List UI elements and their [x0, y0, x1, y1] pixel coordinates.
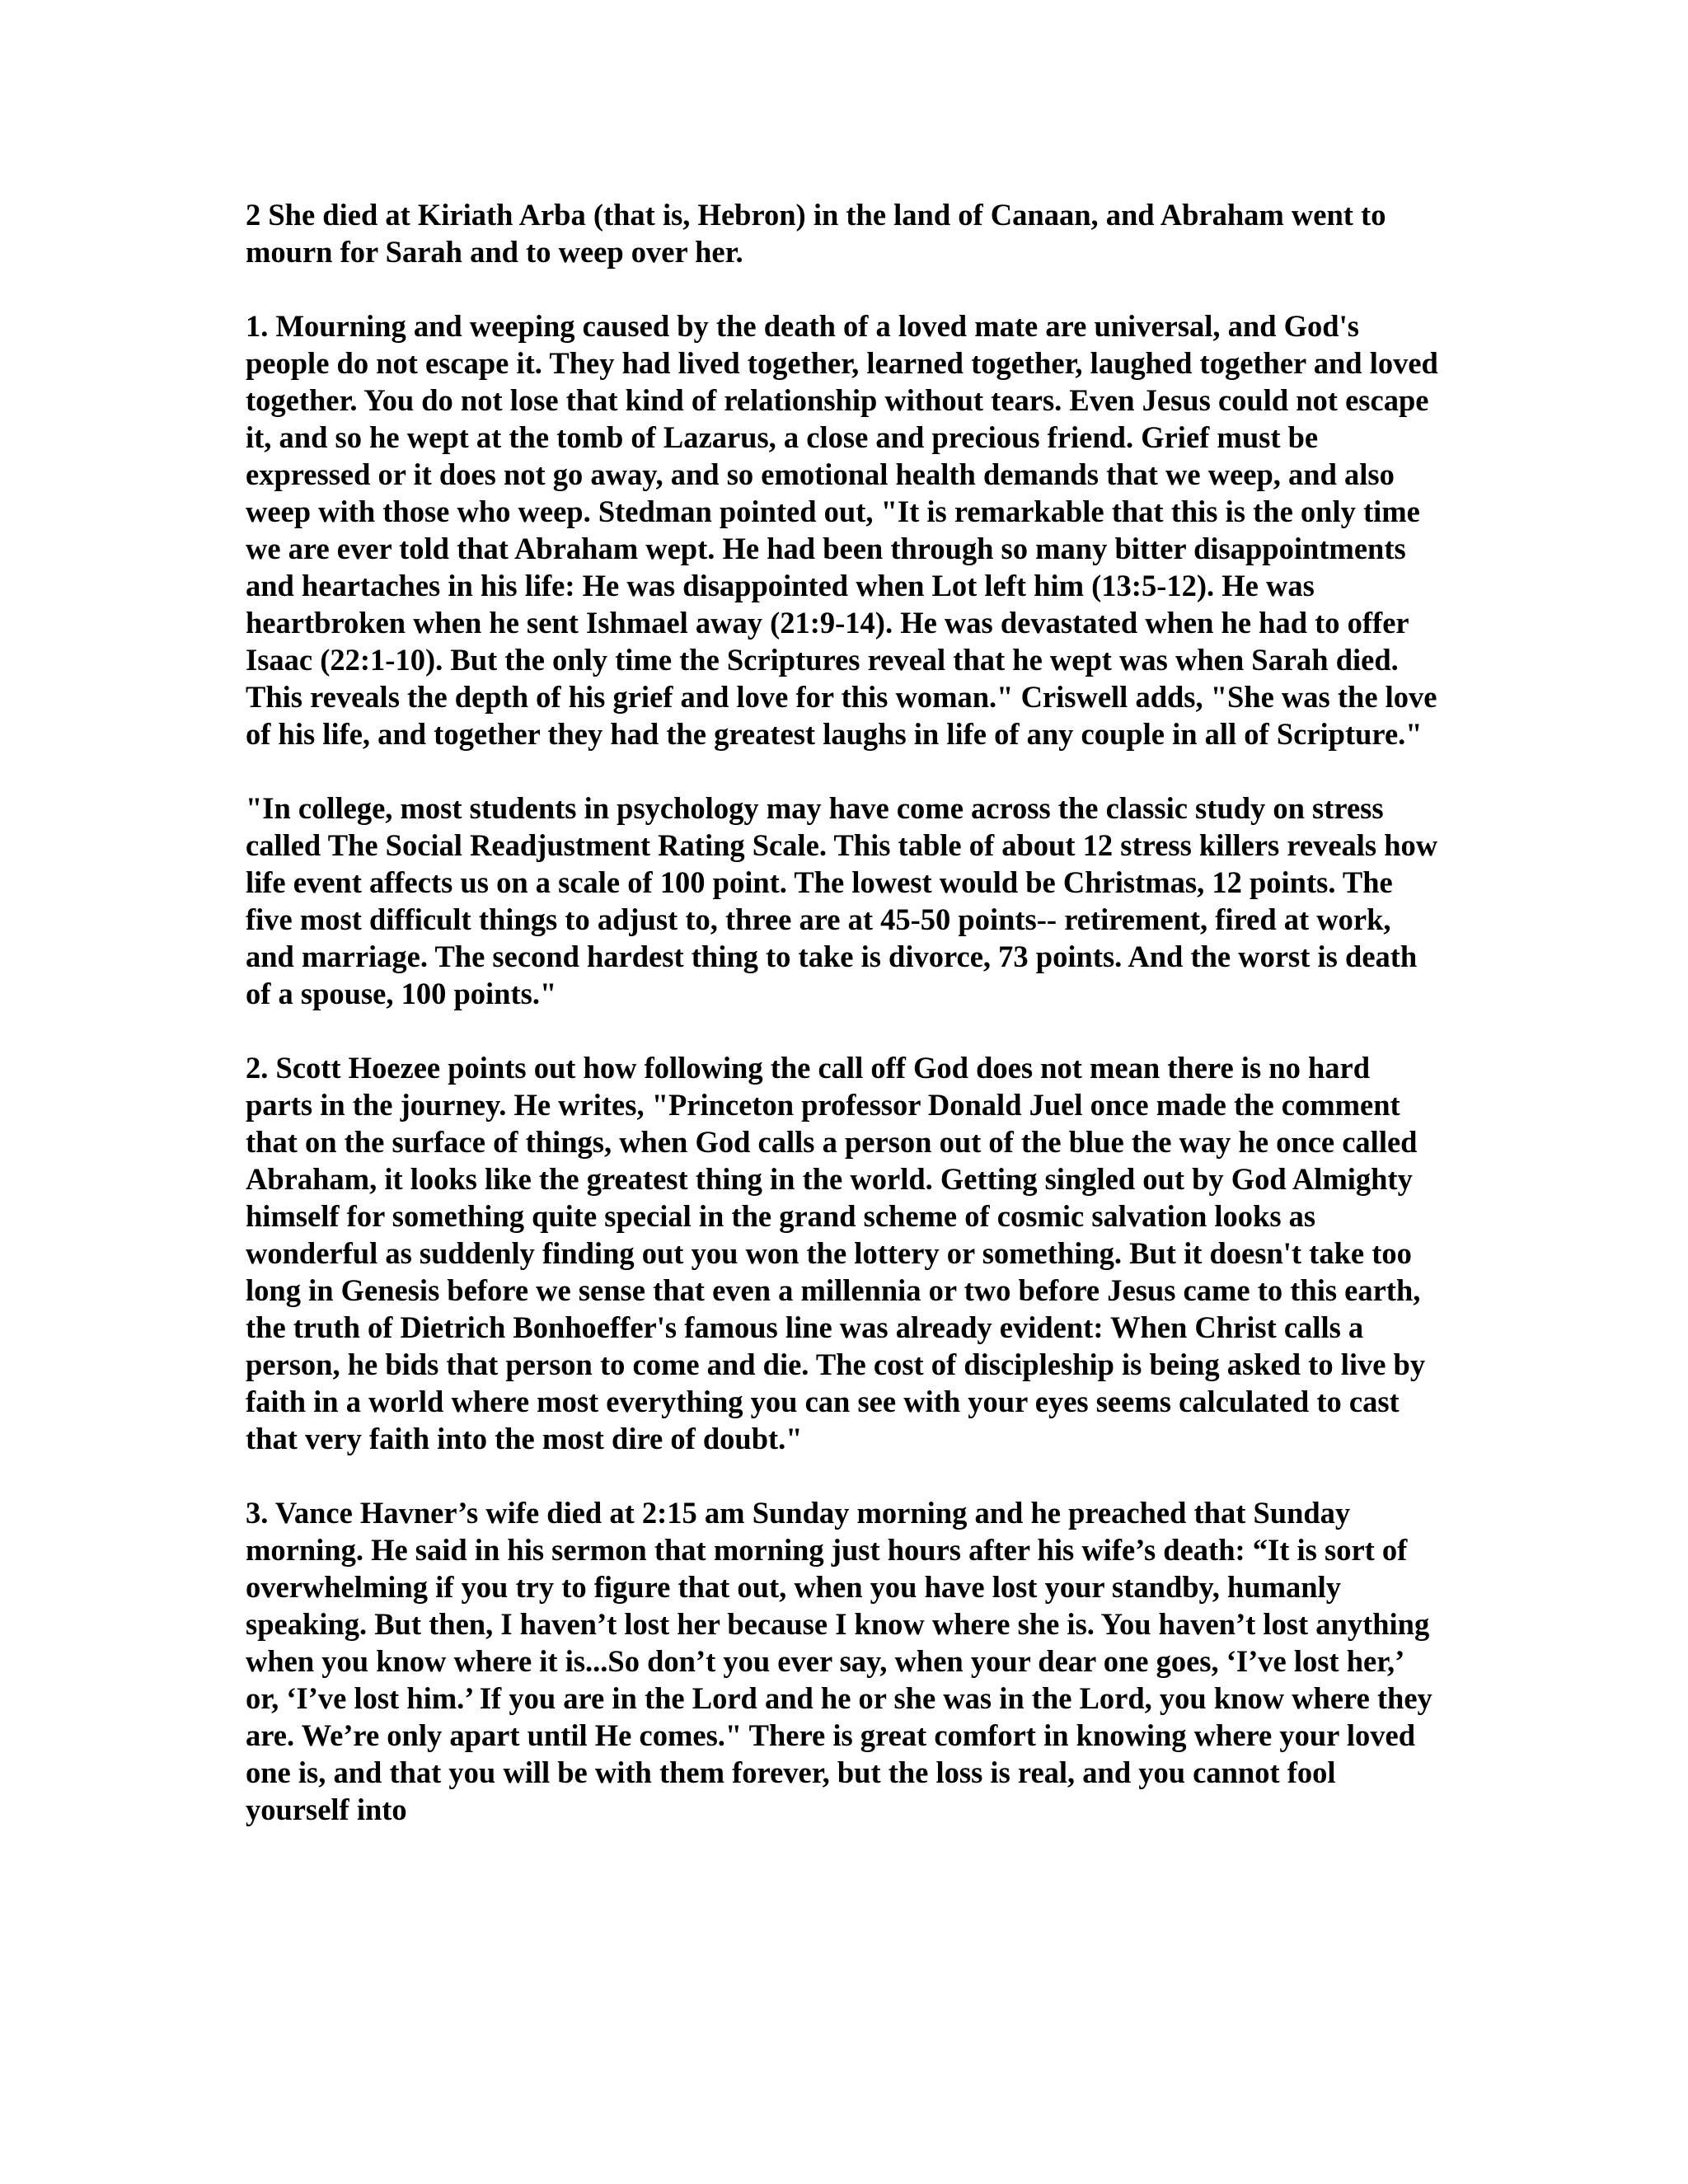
point-1-paragraph: 1. Mourning and weeping caused by the death of a loved mate are universal, and God's people do not escape it. They had lived together, learned together, laughed together and loved together. You do not lose that kind of relationship without tears. Even Jesus could not escape it, and so he wept at the tomb of Lazarus, a close and precious friend. Grief must be expressed or it does not go away, and so emotional health demands that we weep, and also weep with those who weep. Stedman pointed out, "It is remarkable that this is the only time we are ever told that Abraham wept. He had been through so many bitter disappointments and heartaches in his life: He was disappointed when Lot left him (13:5-12). He was heartbroken when he sent Ishmael away (21:9-14). He was devastated when he had to offer Isaac (22:1-10). But the only time the Scriptures reveal that he wept was when Sarah died. This reveals the depth of his grief and love for this woman." Criswell adds, "She was the love of his life, and together they had the greatest laughs in life of any couple in all of Scripture.": [246, 309, 1438, 751]
verse-paragraph: 2 She died at Kiriath Arba (that is, Hebron) in the land of Canaan, and Abraham went to mourn for Sarah and to weep over her.: [246, 198, 1386, 269]
document-body: [246, 196, 1441, 1828]
quote-paragraph: "In college, most students in psychology may have come across the classic study on stress called The Social Readjustment Rating Scale. This table of about 12 stress killers reveals how life event affects us on a scale of 100 point. The lowest would be Christmas, 12 points. The five most difficult things to adjust to, three are at 45-50 points-- retirement, fired at work, and marriage. The second hardest thing to take is divorce, 73 points. And the worst is death of a spouse, 100 points.": [246, 791, 1438, 1010]
point-3-paragraph: 3. Vance Havner’s wife died at 2:15 am Sunday morning and he preached that Sunday morning. He said in his sermon that morning just hours after his wife’s death: “It is sort of overwhelming if you try to figure that out, when you have lost your standby, humanly speaking. But then, I haven’t lost her because I know where she is. You haven’t lost anything when you know where it is...So don’t you ever say, when your dear one goes, ‘I’ve lost her,’ or, ‘I’ve lost him.’ If you are in the Lord and he or she was in the Lord, you know where they are. We’re only apart until He comes." There is great comfort in knowing where your loved one is, and that you will be with them forever, but the loss is real, and you cannot fool yourself into: [246, 1496, 1432, 1826]
point-2-paragraph: 2. Scott Hoezee points out how following the call off God does not mean there is no hard parts in the journey. He writes, "Princeton professor Donald Juel once made the comment that on the surface of things, when God calls a person out of the blue the way he once called Abraham, it looks like the greatest thing in the world. Getting singled out by God Almighty himself for something quite special in the grand scheme of cosmic salvation looks as wonderful as suddenly finding out you won the lottery or something. But it doesn't take too long in Genesis before we sense that even a millennia or two before Jesus came to this earth, the truth of Dietrich Bonhoeffer's famous line was already evident: When Christ calls a person, he bids that person to come and die. The cost of discipleship is being asked to live by faith in a world where most everything you can see with your eyes seems calculated to cast that very faith into the most dire of doubt.": [246, 1051, 1426, 1455]
